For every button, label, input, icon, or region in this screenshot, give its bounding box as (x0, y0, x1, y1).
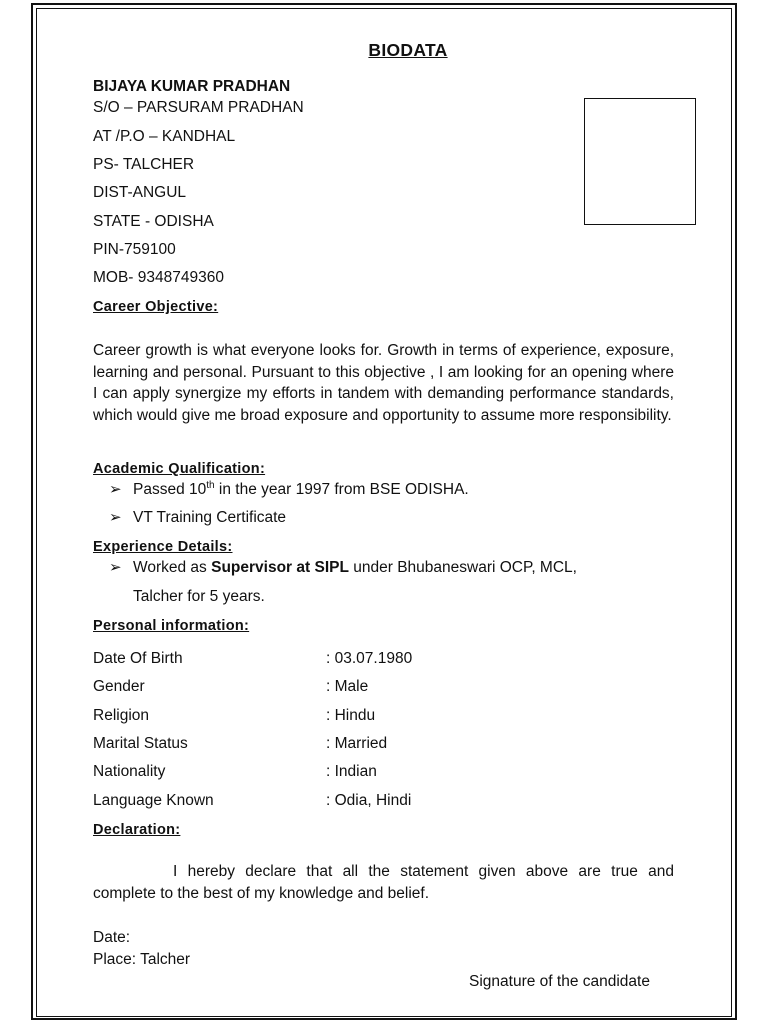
address-line: PS- TALCHER (93, 156, 195, 173)
experience-item: Worked as Supervisor at SIPL under Bhubaneswari OCP, MCL, (133, 559, 577, 576)
bullet-icon: ➢ (109, 509, 122, 526)
personal-value: : Male (326, 678, 369, 695)
address-line: S/O – PARSURAM PRADHAN (93, 99, 304, 116)
career-objective-text: Career growth is what everyone looks for. Growth in terms of experience, exposure, learning and personal. Pursuant to this objective , I am looking for an opening where I can apply synergize my efforts in tandem with demanding performance standards, which would give me broad exposure and opportunity to assume more responsibility. (93, 342, 674, 425)
personal-label: Date Of Birth (93, 650, 183, 667)
personal-label: Gender (93, 678, 145, 695)
personal-label: Religion (93, 707, 150, 724)
personal-label: Language Known (93, 792, 214, 809)
personal-value: : 03.07.1980 (326, 650, 413, 667)
candidate-name: BIJAYA KUMAR PRADHAN (93, 78, 291, 95)
academic-item: Passed 10th in the year 1997 from BSE ODISHA. (133, 479, 469, 498)
personal-value: : Hindu (326, 707, 376, 724)
mobile-number: MOB- 9348749360 (93, 269, 224, 286)
bullet-icon: ➢ (109, 481, 122, 498)
document-title: BIODATA (368, 40, 448, 60)
personal-value: : Odia, Hindi (326, 792, 412, 809)
experience-item-cont: Talcher for 5 years. (133, 588, 265, 605)
address-line: PIN-759100 (93, 241, 176, 258)
career-objective-heading: Career Objective: (93, 299, 219, 315)
date-label: Date: (93, 929, 131, 946)
address-line: DIST-ANGUL (93, 184, 187, 201)
address-line: STATE - ODISHA (93, 213, 214, 230)
photo-box (584, 98, 696, 225)
academic-heading: Academic Qualification: (93, 461, 266, 477)
personal-label: Nationality (93, 763, 166, 780)
experience-heading: Experience Details: (93, 539, 233, 555)
personal-value: : Married (326, 735, 388, 752)
address-line: AT /P.O – KANDHAL (93, 128, 236, 145)
academic-item: VT Training Certificate (133, 509, 287, 526)
declaration-heading: Declaration: (93, 822, 181, 838)
personal-label: Marital Status (93, 735, 188, 752)
declaration-text: I hereby declare that all the statement given above are true and complete to the best of my knowledge and belief. (93, 863, 674, 902)
place-label: Place: Talcher (93, 951, 191, 968)
signature-label: Signature of the candidate (469, 973, 650, 990)
bullet-icon: ➢ (109, 559, 122, 576)
personal-value: : Indian (326, 763, 377, 780)
personal-heading: Personal information: (93, 618, 250, 634)
